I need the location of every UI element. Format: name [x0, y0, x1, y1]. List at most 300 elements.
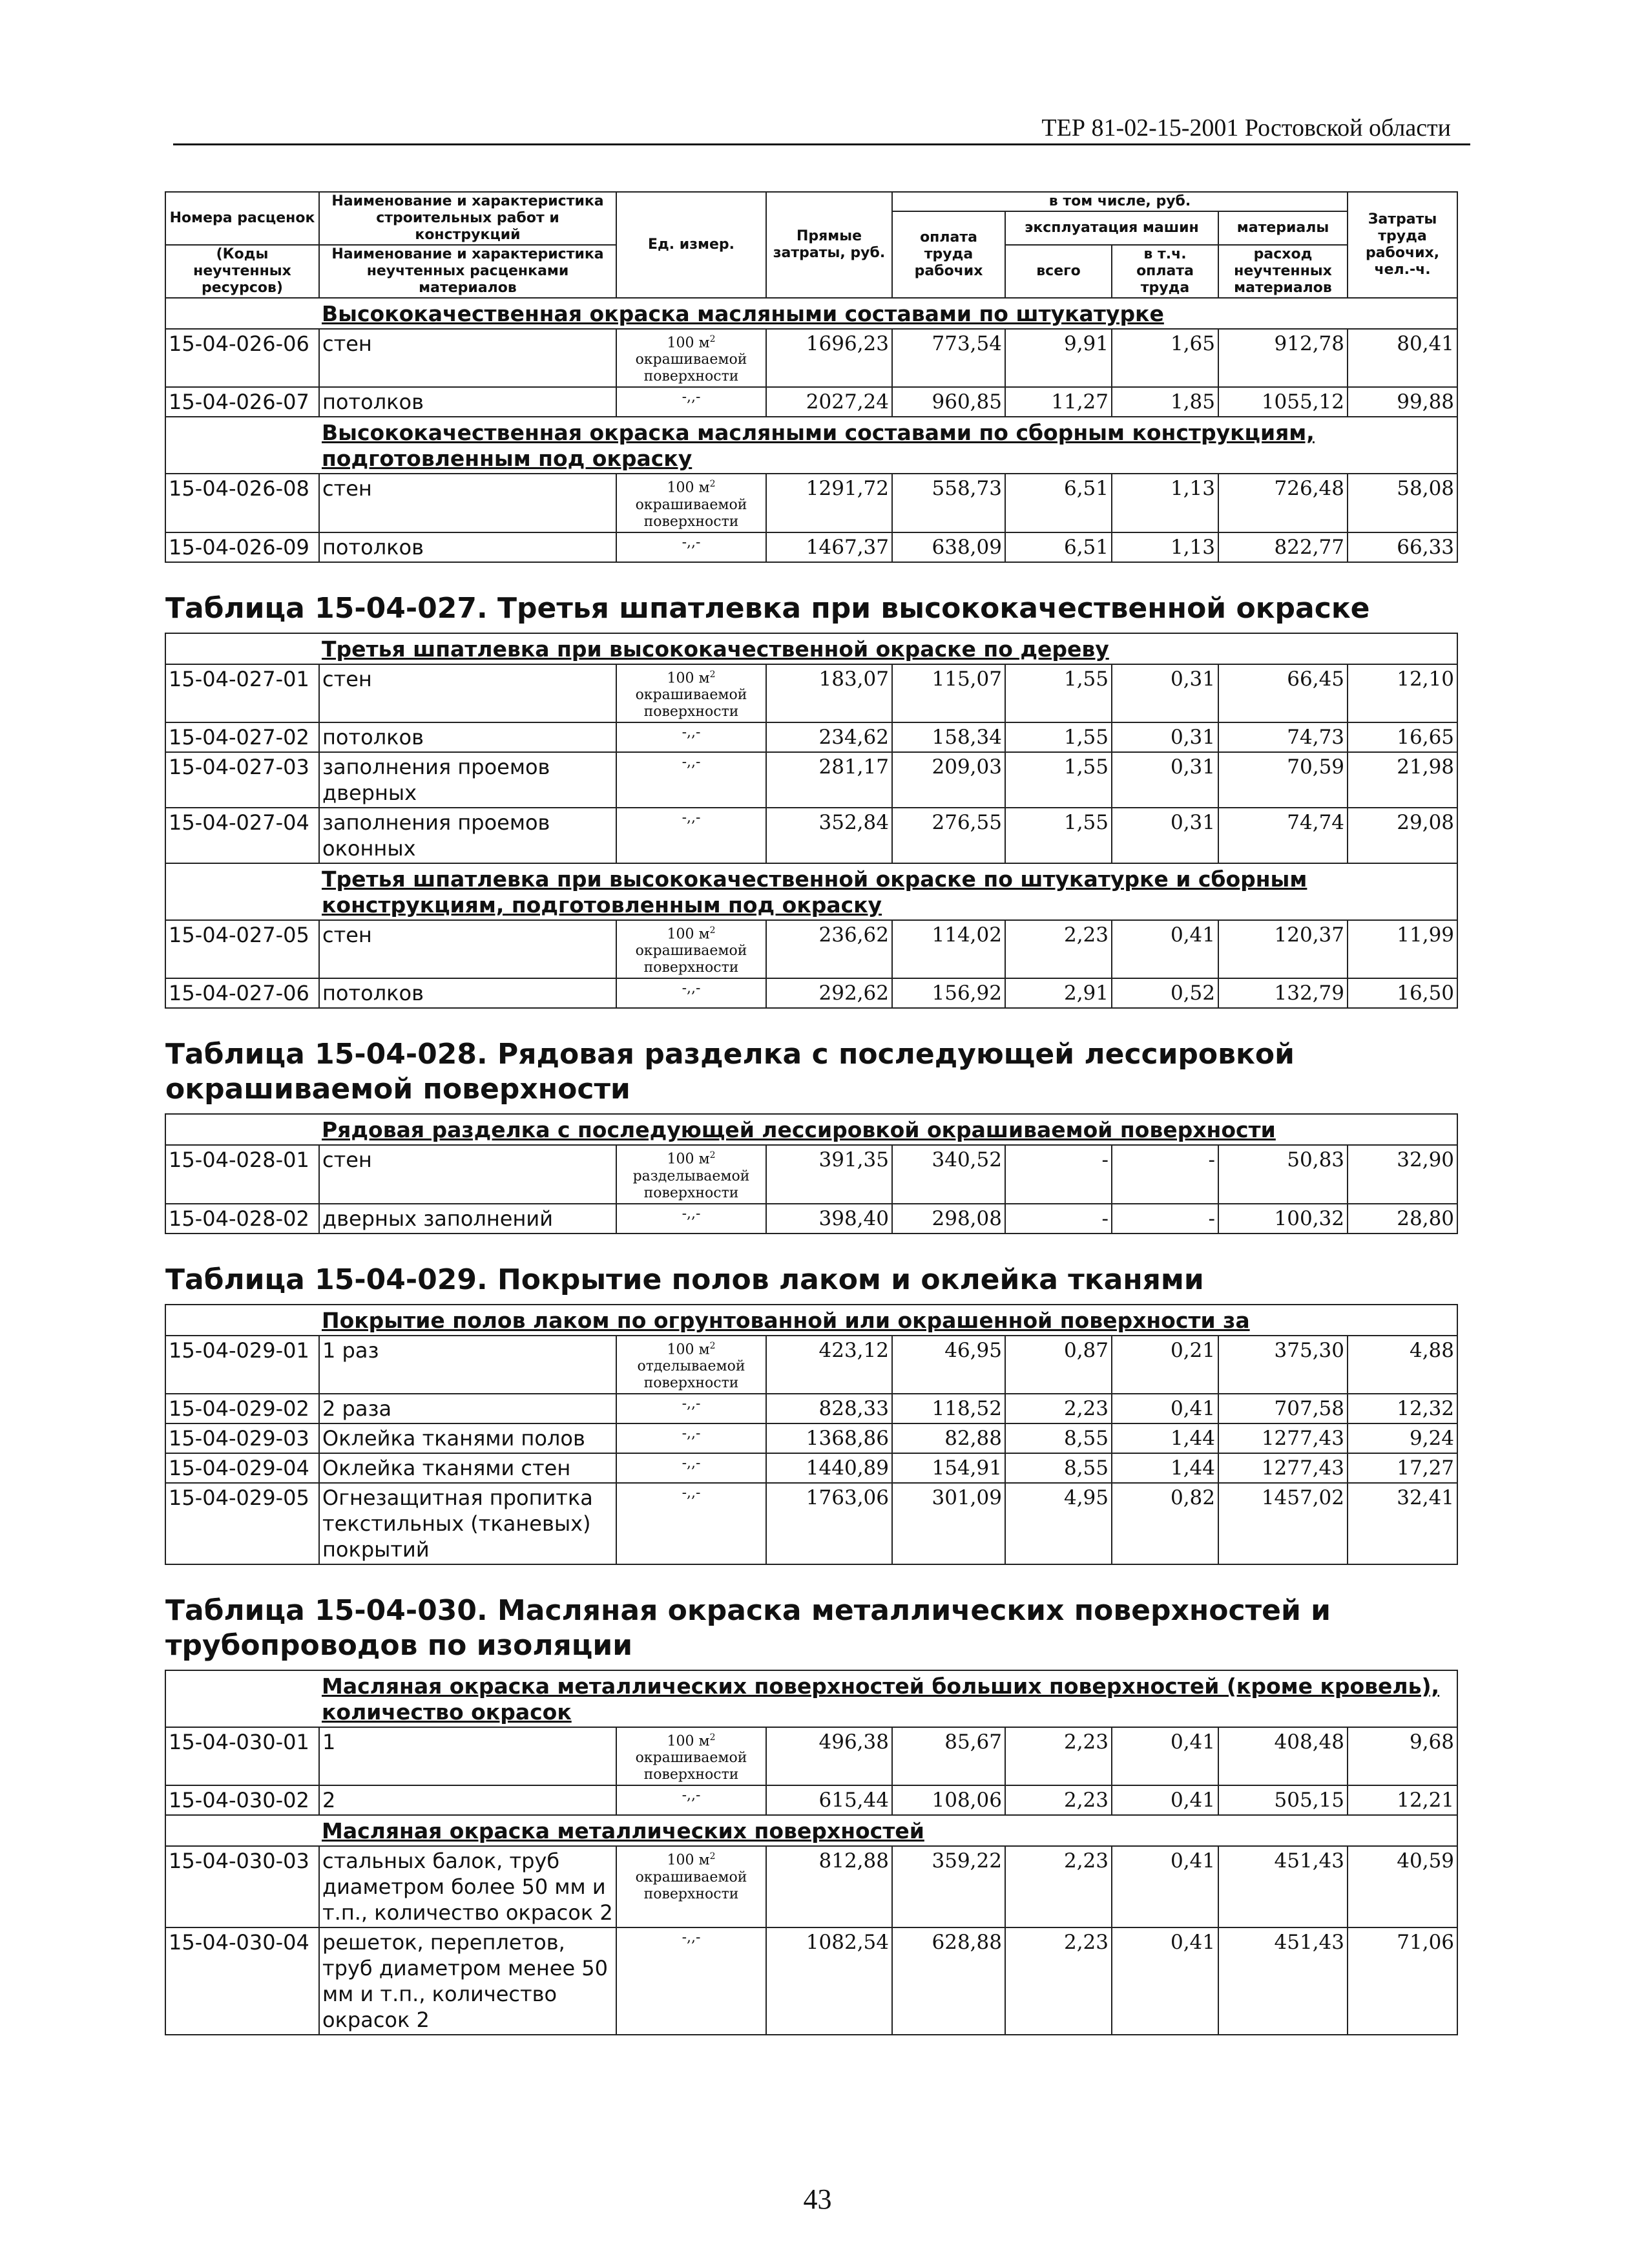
- machines-pay: 1,65: [1112, 329, 1218, 387]
- section-heading-text: Высококачественная окраска масляными составами по штукатурке: [322, 301, 1164, 326]
- materials-cost: 912,78: [1218, 329, 1348, 387]
- labor-pay: 638,09: [892, 532, 1005, 562]
- unit-surface: окрашиваемой поверхности: [635, 352, 747, 385]
- direct-cost: 1440,89: [766, 1453, 892, 1483]
- section-heading-row: [165, 863, 1457, 920]
- unit-cell: [616, 474, 766, 532]
- labor-pay: 158,34: [892, 722, 1005, 752]
- work-name: потолков: [319, 978, 616, 1008]
- materials-cost: 50,83: [1218, 1145, 1348, 1203]
- labor-pay: 628,88: [892, 1927, 1005, 2035]
- materials-cost: 100,32: [1218, 1204, 1348, 1234]
- labor-hours: 11,99: [1348, 920, 1457, 978]
- unit-power: 2: [709, 334, 716, 344]
- machines-pay: 1,44: [1112, 1453, 1218, 1483]
- unit-cell: [616, 752, 766, 808]
- unit-base: 100 м: [667, 1341, 710, 1358]
- materials-cost: 726,48: [1218, 474, 1348, 532]
- unit-surface: окрашиваемой поверхности: [635, 1869, 747, 1902]
- section-heading-text: Масляная окраска металлических поверхностей: [322, 1818, 924, 1844]
- unit-cell: [616, 920, 766, 978]
- unit-cell: [616, 978, 766, 1008]
- unit-power: 2: [709, 925, 716, 936]
- section-heading-text: Высококачественная окраска масляными составами по сборным конструкциям, подготовленным под окраску: [322, 420, 1315, 472]
- unit-power: 2: [709, 1150, 716, 1161]
- materials-cost: 120,37: [1218, 920, 1348, 978]
- unit-power: 2: [709, 669, 716, 680]
- materials-cost: 74,74: [1218, 808, 1348, 863]
- table-row: [165, 1483, 1457, 1564]
- labor-hours: 28,80: [1348, 1204, 1457, 1234]
- rate-code: 15-04-029-01: [165, 1336, 319, 1394]
- direct-cost: 1368,86: [766, 1423, 892, 1453]
- unit-power: 2: [709, 1340, 716, 1351]
- machines-pay: 1,85: [1112, 387, 1218, 417]
- col-pay-header: оплата труда рабочих: [892, 211, 1005, 298]
- section-heading: [319, 1670, 1457, 1727]
- unit-surface: окрашиваемой поверхности: [635, 496, 747, 530]
- unit-cell: [616, 722, 766, 752]
- unit-ditto: -,,-: [682, 809, 701, 826]
- table-row: [165, 387, 1457, 417]
- work-name: стен: [319, 1145, 616, 1203]
- machines-total: 2,91: [1005, 978, 1112, 1008]
- unit-cell: [616, 1145, 766, 1203]
- machines-total: 2,23: [1005, 1394, 1112, 1423]
- section-spacer: [165, 1815, 319, 1846]
- labor-hours: 12,10: [1348, 664, 1457, 722]
- machines-total: 1,55: [1005, 722, 1112, 752]
- rate-code: 15-04-029-05: [165, 1483, 319, 1564]
- labor-pay: 115,07: [892, 664, 1005, 722]
- table-row: [165, 1727, 1457, 1785]
- machines-pay: 0,31: [1112, 752, 1218, 808]
- machines-total: 1,55: [1005, 752, 1112, 808]
- unit-ditto: -,,-: [682, 1454, 701, 1471]
- labor-pay: 114,02: [892, 920, 1005, 978]
- labor-pay: 773,54: [892, 329, 1005, 387]
- section-heading: [319, 1815, 1457, 1846]
- section-heading-row: [165, 417, 1457, 474]
- table-row: [165, 752, 1457, 808]
- work-name: стальных балок, труб диаметром более 50 мм и т.п., количество окрасок 2: [319, 1846, 616, 1927]
- direct-cost: 292,62: [766, 978, 892, 1008]
- col-incl-header: в том числе, руб.: [892, 192, 1348, 211]
- machines-total: -: [1005, 1204, 1112, 1234]
- col-labor-header: Затраты труда рабочих, чел.-ч.: [1348, 192, 1457, 298]
- work-name: Оклейка тканями полов: [319, 1423, 616, 1453]
- unit-ditto: -,,-: [682, 1484, 701, 1501]
- unit-surface: окрашиваемой поверхности: [635, 686, 747, 720]
- unit-ditto: -,,-: [682, 534, 701, 551]
- rate-code: 15-04-029-04: [165, 1453, 319, 1483]
- section-spacer: [165, 633, 319, 664]
- materials-cost: 375,30: [1218, 1336, 1348, 1394]
- section-heading: [319, 633, 1457, 664]
- direct-cost: 1467,37: [766, 532, 892, 562]
- machines-pay: 0,31: [1112, 808, 1218, 863]
- materials-cost: 408,48: [1218, 1727, 1348, 1785]
- rate-code: 15-04-026-07: [165, 387, 319, 417]
- labor-hours: 12,32: [1348, 1394, 1457, 1423]
- materials-cost: 707,58: [1218, 1394, 1348, 1423]
- col-mach-total-header: всего: [1005, 245, 1112, 298]
- table-row: [165, 664, 1457, 722]
- section-spacer: [165, 863, 319, 920]
- labor-pay: 960,85: [892, 387, 1005, 417]
- machines-pay: 0,21: [1112, 1336, 1218, 1394]
- work-name: дверных заполнений: [319, 1204, 616, 1234]
- section-heading-row: [165, 298, 1457, 329]
- materials-cost: 70,59: [1218, 752, 1348, 808]
- section-heading-text: Третья шпатлевка при высококачественной окраске по дереву: [322, 636, 1109, 662]
- labor-pay: 558,73: [892, 474, 1005, 532]
- labor-hours: 32,41: [1348, 1483, 1457, 1564]
- work-name: стен: [319, 474, 616, 532]
- rate-code: 15-04-026-09: [165, 532, 319, 562]
- document-code: ТЕР 81-02-15-2001 Ростовской области: [1041, 114, 1451, 142]
- unit-cell: [616, 1785, 766, 1815]
- table-row: [165, 1394, 1457, 1423]
- direct-cost: 398,40: [766, 1204, 892, 1234]
- unit-base: 100 м: [667, 1852, 710, 1869]
- table-row: [165, 1927, 1457, 2035]
- machines-pay: 0,41: [1112, 920, 1218, 978]
- materials-cost: 66,45: [1218, 664, 1348, 722]
- direct-cost: 236,62: [766, 920, 892, 978]
- table-row: [165, 329, 1457, 387]
- table-row: [165, 1453, 1457, 1483]
- section-heading: [319, 1114, 1457, 1145]
- unit-surface: отделываемой поверхности: [637, 1358, 745, 1391]
- labor-pay: 340,52: [892, 1145, 1005, 1203]
- materials-cost: 74,73: [1218, 722, 1348, 752]
- table-row: [165, 1785, 1457, 1815]
- rate-code: 15-04-027-06: [165, 978, 319, 1008]
- labor-hours: 32,90: [1348, 1145, 1457, 1203]
- col-name-header: Наименование и характеристика строительных работ и конструкций: [319, 192, 616, 245]
- labor-pay: 298,08: [892, 1204, 1005, 1234]
- rate-code: 15-04-027-04: [165, 808, 319, 863]
- unit-ditto: -,,-: [682, 1395, 701, 1412]
- table-title-row: [165, 1234, 1457, 1305]
- unit-cell: [616, 1927, 766, 2035]
- section-heading-row: [165, 1305, 1457, 1336]
- machines-pay: 1,13: [1112, 532, 1218, 562]
- table-title: Таблица 15-04-027. Третья шпатлевка при высококачественной окраске: [165, 591, 1370, 625]
- labor-pay: 359,22: [892, 1846, 1005, 1927]
- labor-pay: 46,95: [892, 1336, 1005, 1394]
- section-heading-row: [165, 633, 1457, 664]
- direct-cost: 234,62: [766, 722, 892, 752]
- direct-cost: 183,07: [766, 664, 892, 722]
- machines-total: 1,55: [1005, 664, 1112, 722]
- work-name: 2 раза: [319, 1394, 616, 1423]
- table-row: [165, 978, 1457, 1008]
- machines-total: 0,87: [1005, 1336, 1112, 1394]
- direct-cost: 1696,23: [766, 329, 892, 387]
- materials-cost: 451,43: [1218, 1846, 1348, 1927]
- section-heading-row: [165, 1670, 1457, 1727]
- rate-code: 15-04-028-01: [165, 1145, 319, 1203]
- machines-pay: 0,41: [1112, 1727, 1218, 1785]
- section-spacer: [165, 1114, 319, 1145]
- unit-ditto: -,,-: [682, 980, 701, 997]
- rate-code: 15-04-027-05: [165, 920, 319, 978]
- labor-hours: 80,41: [1348, 329, 1457, 387]
- labor-hours: 58,08: [1348, 474, 1457, 532]
- materials-cost: 132,79: [1218, 978, 1348, 1008]
- machines-total: 11,27: [1005, 387, 1112, 417]
- unit-ditto: -,,-: [682, 1787, 701, 1804]
- materials-cost: 451,43: [1218, 1927, 1348, 2035]
- machines-pay: 0,82: [1112, 1483, 1218, 1564]
- section-spacer: [165, 417, 319, 474]
- unit-ditto: -,,-: [682, 1929, 701, 1946]
- header-row-1: [165, 192, 1457, 211]
- machines-total: 6,51: [1005, 532, 1112, 562]
- machines-pay: 0,41: [1112, 1927, 1218, 2035]
- unit-base: 100 м: [667, 1733, 710, 1750]
- machines-pay: 0,41: [1112, 1785, 1218, 1815]
- col-code-sub-header: (Коды неучтенных ресурсов): [165, 245, 319, 298]
- unit-ditto: -,,-: [682, 1205, 701, 1222]
- rate-code: 15-04-029-02: [165, 1394, 319, 1423]
- direct-cost: 615,44: [766, 1785, 892, 1815]
- direct-cost: 812,88: [766, 1846, 892, 1927]
- table-title-row: [165, 1564, 1457, 1670]
- table-row: [165, 1336, 1457, 1394]
- unit-surface: разделываемой поверхности: [632, 1168, 750, 1201]
- labor-hours: 71,06: [1348, 1927, 1457, 2035]
- work-name: потолков: [319, 532, 616, 562]
- machines-pay: -: [1112, 1204, 1218, 1234]
- unit-ditto: -,,-: [682, 753, 701, 770]
- table-row: [165, 920, 1457, 978]
- unit-power: 2: [709, 1851, 716, 1862]
- col-machines-header: эксплуатация машин: [1005, 211, 1218, 245]
- labor-hours: 29,08: [1348, 808, 1457, 863]
- col-mat-sub-header: расход неучтенных материалов: [1218, 245, 1348, 298]
- section-heading: [319, 863, 1457, 920]
- machines-total: 2,23: [1005, 1727, 1112, 1785]
- work-name: стен: [319, 664, 616, 722]
- machines-total: 1,55: [1005, 808, 1112, 863]
- machines-pay: 0,52: [1112, 978, 1218, 1008]
- machines-pay: 0,31: [1112, 664, 1218, 722]
- direct-cost: 496,38: [766, 1727, 892, 1785]
- unit-base: 100 м: [667, 1151, 710, 1168]
- section-heading: [319, 417, 1457, 474]
- machines-pay: 0,41: [1112, 1846, 1218, 1927]
- page-header: [173, 111, 1470, 145]
- machines-total: -: [1005, 1145, 1112, 1203]
- work-name: стен: [319, 329, 616, 387]
- table-title-row: [165, 1008, 1457, 1114]
- unit-cell: [616, 1204, 766, 1234]
- table-row: [165, 1145, 1457, 1203]
- materials-cost: 505,15: [1218, 1785, 1348, 1815]
- unit-cell: [616, 664, 766, 722]
- unit-ditto: -,,-: [682, 1425, 701, 1442]
- machines-total: 2,23: [1005, 920, 1112, 978]
- work-name: решеток, переплетов, труб диаметром менее 50 мм и т.п., количество окрасок 2: [319, 1927, 616, 2035]
- unit-base: 100 м: [667, 479, 710, 496]
- materials-cost: 1277,43: [1218, 1423, 1348, 1453]
- unit-ditto: -,,-: [682, 724, 701, 740]
- unit-cell: [616, 532, 766, 562]
- unit-base: 100 м: [667, 335, 710, 352]
- table-row: [165, 532, 1457, 562]
- rate-code: 15-04-030-04: [165, 1927, 319, 2035]
- table-row: [165, 474, 1457, 532]
- labor-pay: 82,88: [892, 1423, 1005, 1453]
- col-materials-header: материалы: [1218, 211, 1348, 245]
- work-name: стен: [319, 920, 616, 978]
- labor-pay: 209,03: [892, 752, 1005, 808]
- labor-hours: 12,21: [1348, 1785, 1457, 1815]
- machines-pay: -: [1112, 1145, 1218, 1203]
- unit-base: 100 м: [667, 669, 710, 686]
- machines-total: 9,91: [1005, 329, 1112, 387]
- direct-cost: 352,84: [766, 808, 892, 863]
- section-heading-text: Рядовая разделка с последующей лессировкой окрашиваемой поверхности: [322, 1117, 1276, 1143]
- direct-cost: 1082,54: [766, 1927, 892, 2035]
- col-direct-header: Прямые затраты, руб.: [766, 192, 892, 298]
- labor-pay: 301,09: [892, 1483, 1005, 1564]
- unit-cell: [616, 387, 766, 417]
- materials-cost: 822,77: [1218, 532, 1348, 562]
- unit-base: 100 м: [667, 926, 710, 943]
- machines-total: 2,23: [1005, 1785, 1112, 1815]
- section-heading: [319, 298, 1457, 329]
- rate-code: 15-04-029-03: [165, 1423, 319, 1453]
- col-mach-pay-header: в т.ч. оплата труда: [1112, 245, 1218, 298]
- direct-cost: 1763,06: [766, 1483, 892, 1564]
- section-heading-text: Масляная окраска металлических поверхностей больших поверхностей (кроме кровель), количество окрасок: [322, 1673, 1440, 1725]
- page-number: 43: [803, 2183, 832, 2215]
- section-spacer: [165, 1670, 319, 1727]
- table-row: [165, 1846, 1457, 1927]
- table-row: [165, 1204, 1457, 1234]
- machines-pay: 1,44: [1112, 1423, 1218, 1453]
- rate-code: 15-04-026-06: [165, 329, 319, 387]
- direct-cost: 2027,24: [766, 387, 892, 417]
- unit-cell: [616, 329, 766, 387]
- labor-hours: 66,33: [1348, 532, 1457, 562]
- machines-total: 8,55: [1005, 1423, 1112, 1453]
- unit-cell: [616, 1483, 766, 1564]
- unit-cell: [616, 808, 766, 863]
- work-name: Оклейка тканями стен: [319, 1453, 616, 1483]
- labor-hours: 16,65: [1348, 722, 1457, 752]
- table-row: [165, 1423, 1457, 1453]
- labor-hours: 17,27: [1348, 1453, 1457, 1483]
- unit-cell: [616, 1394, 766, 1423]
- direct-cost: 423,12: [766, 1336, 892, 1394]
- direct-cost: 281,17: [766, 752, 892, 808]
- unit-cell: [616, 1846, 766, 1927]
- section-heading-text: Покрытие полов лаком по огрунтованной или окрашенной поверхности за: [322, 1307, 1250, 1333]
- rate-code: 15-04-028-02: [165, 1204, 319, 1234]
- labor-hours: 99,88: [1348, 387, 1457, 417]
- col-code-header: Номера расценок: [165, 192, 319, 245]
- table-row: [165, 722, 1457, 752]
- unit-surface: окрашиваемой поверхности: [635, 943, 747, 976]
- rate-code: 15-04-027-01: [165, 664, 319, 722]
- rate-code: 15-04-027-03: [165, 752, 319, 808]
- labor-hours: 40,59: [1348, 1846, 1457, 1927]
- labor-pay: 276,55: [892, 808, 1005, 863]
- labor-pay: 108,06: [892, 1785, 1005, 1815]
- materials-cost: 1277,43: [1218, 1453, 1348, 1483]
- unit-cell: [616, 1336, 766, 1394]
- unit-cell: [616, 1423, 766, 1453]
- work-name: 1: [319, 1727, 616, 1785]
- table-title-row: [165, 562, 1457, 633]
- machines-total: 4,95: [1005, 1483, 1112, 1564]
- labor-hours: 9,24: [1348, 1423, 1457, 1453]
- section-heading-row: [165, 1815, 1457, 1846]
- work-name: 1 раз: [319, 1336, 616, 1394]
- section-spacer: [165, 298, 319, 329]
- labor-hours: 21,98: [1348, 752, 1457, 808]
- rate-code: 15-04-027-02: [165, 722, 319, 752]
- work-name: заполнения проемов дверных: [319, 752, 616, 808]
- machines-total: 2,23: [1005, 1927, 1112, 2035]
- table-row: [165, 808, 1457, 863]
- unit-power: 2: [709, 1732, 716, 1743]
- machines-pay: 0,41: [1112, 1394, 1218, 1423]
- labor-hours: 4,88: [1348, 1336, 1457, 1394]
- section-heading: [319, 1305, 1457, 1336]
- unit-cell: [616, 1453, 766, 1483]
- labor-pay: 154,91: [892, 1453, 1005, 1483]
- table-title: Таблица 15-04-029. Покрытие полов лаком и оклейка тканями: [165, 1263, 1204, 1296]
- work-name: потолков: [319, 722, 616, 752]
- work-name: заполнения проемов оконных: [319, 808, 616, 863]
- rate-code: 15-04-030-03: [165, 1846, 319, 1927]
- section-heading-row: [165, 1114, 1457, 1145]
- direct-cost: 828,33: [766, 1394, 892, 1423]
- section-spacer: [165, 1305, 319, 1336]
- labor-pay: 85,67: [892, 1727, 1005, 1785]
- unit-power: 2: [709, 479, 716, 490]
- col-name-sub-header: Наименование и характеристика неучтенных расценками материалов: [319, 245, 616, 298]
- unit-cell: [616, 1727, 766, 1785]
- machines-total: 8,55: [1005, 1453, 1112, 1483]
- materials-cost: 1457,02: [1218, 1483, 1348, 1564]
- labor-pay: 156,92: [892, 978, 1005, 1008]
- direct-cost: 391,35: [766, 1145, 892, 1203]
- work-name: Огнезащитная пропитка текстильных (тканевых) покрытий: [319, 1483, 616, 1564]
- unit-ditto: -,,-: [682, 389, 701, 406]
- machines-total: 6,51: [1005, 474, 1112, 532]
- direct-cost: 1291,72: [766, 474, 892, 532]
- labor-hours: 16,50: [1348, 978, 1457, 1008]
- rate-code: 15-04-030-01: [165, 1727, 319, 1785]
- col-unit-header: Ед. измер.: [616, 192, 766, 298]
- table-title: Таблица 15-04-030. Масляная окраска металлических поверхностей и трубопроводов по изоляции: [165, 1593, 1331, 1662]
- section-heading-text: Третья шпатлевка при высококачественной окраске по штукатурке и сборным конструкциям, подготовленным под окраску: [322, 866, 1307, 918]
- rate-code: 15-04-030-02: [165, 1785, 319, 1815]
- rate-code: 15-04-026-08: [165, 474, 319, 532]
- work-name: 2: [319, 1785, 616, 1815]
- unit-surface: окрашиваемой поверхности: [635, 1750, 747, 1783]
- work-name: потолков: [319, 387, 616, 417]
- labor-pay: 118,52: [892, 1394, 1005, 1423]
- materials-cost: 1055,12: [1218, 387, 1348, 417]
